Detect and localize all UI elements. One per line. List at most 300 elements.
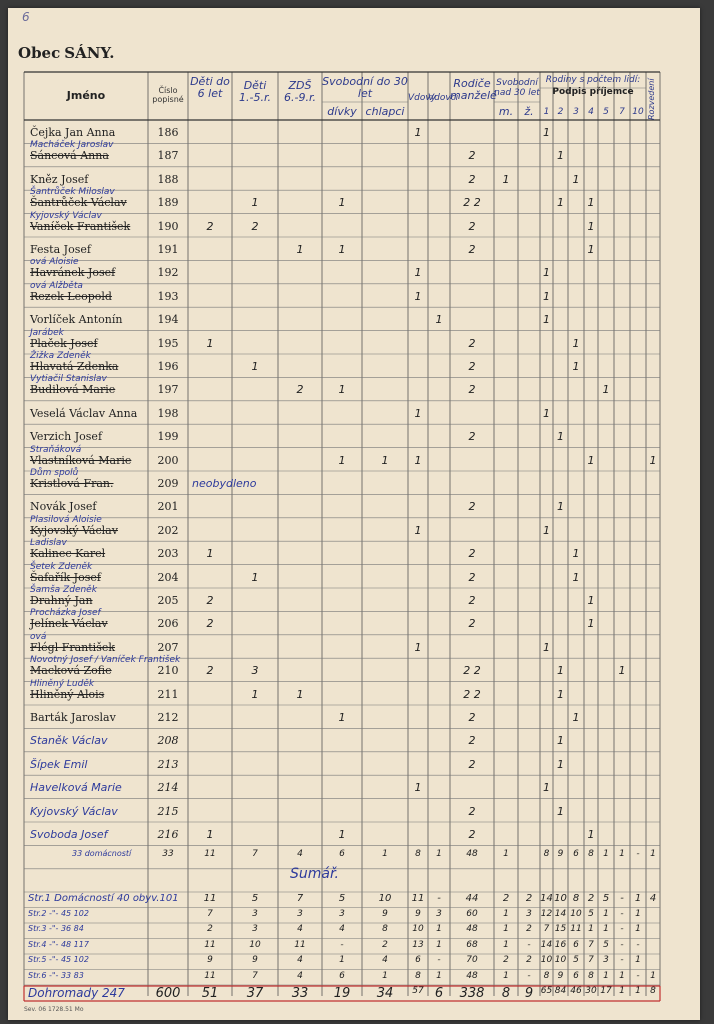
row-value-rod: 2 xyxy=(468,804,476,818)
row-house-number: 205 xyxy=(157,594,179,607)
summary-z: 2 xyxy=(525,893,533,904)
row-value-d15: 1 xyxy=(251,360,259,373)
summary-m: 1 xyxy=(503,924,509,934)
total-p7: 1 xyxy=(619,986,625,996)
row-name: Budilová Marie xyxy=(30,383,116,397)
row-handwritten-name: ová xyxy=(30,631,47,642)
total-vdovy: 57 xyxy=(412,986,424,996)
summary-p1: 8 xyxy=(543,970,550,981)
row-handwritten-name: ová Alžběta xyxy=(30,280,83,291)
row-house-number: 191 xyxy=(157,243,179,256)
row-value-d15: 2 xyxy=(251,219,259,233)
summary-p10: 1 xyxy=(634,893,642,904)
summary-m: 1 xyxy=(503,970,509,981)
row-name: Verzich Josef xyxy=(30,430,103,444)
summary-z: - xyxy=(527,970,531,981)
row-value-rod: 2 2 xyxy=(463,196,481,210)
header-svobodni: Svobodní do 30 let xyxy=(322,75,408,100)
subtotal-rod: 48 xyxy=(466,849,478,860)
summary-p3: 6 xyxy=(573,970,579,981)
row-value-vdovy: 1 xyxy=(414,640,422,654)
row-value-sd: 1 xyxy=(338,453,346,467)
subtotal-d15: 7 xyxy=(252,849,258,860)
row-value-vdovy: 1 xyxy=(414,453,422,467)
summary-vdovci: - xyxy=(437,893,441,904)
row-value-vdovy: 1 xyxy=(414,289,422,303)
summary-p3: 8 xyxy=(572,893,580,904)
row-value-rod: 2 2 xyxy=(463,687,481,701)
print-footer: Sev. 06 1728.51 Mo xyxy=(24,1006,84,1013)
summary-p1: 10 xyxy=(540,955,553,965)
row-house-number: 194 xyxy=(157,313,179,327)
summary-d6: 11 xyxy=(204,939,216,950)
header-count-10: 10 xyxy=(632,107,644,117)
row-handwritten-name: Dům spolů xyxy=(30,468,79,478)
row-name: Vlastníková Marie xyxy=(30,453,132,467)
row-value-vdovy: 1 xyxy=(414,523,422,537)
summary-sc: 4 xyxy=(382,955,388,965)
subtotal-p10: - xyxy=(636,849,640,860)
row-value-p3: 1 xyxy=(572,172,580,186)
row-house-number: 196 xyxy=(157,360,179,373)
row-name: Staněk Václav xyxy=(30,734,108,748)
total-sd: 19 xyxy=(333,986,351,1001)
summary-vdovy: 11 xyxy=(411,893,425,904)
subtotal-vdovy: 8 xyxy=(415,849,421,860)
summary-p5: 1 xyxy=(603,924,609,934)
row-name: Vorlíček Antonín xyxy=(30,313,123,327)
row-value-p1: 1 xyxy=(543,406,550,420)
row-value-rod: 2 xyxy=(468,547,476,561)
row-value-p2: 1 xyxy=(557,757,564,771)
summary-z: 2 xyxy=(526,955,532,965)
summary-p3: 10 xyxy=(570,908,582,919)
row-name: Šafařík Josef xyxy=(30,570,101,584)
summary-z: 3 xyxy=(526,908,532,919)
row-name: Barták Jaroslav xyxy=(30,711,116,724)
subtotal-sd: 6 xyxy=(339,849,345,860)
row-name: Hliněný Alois xyxy=(30,687,105,701)
summary-sd: 6 xyxy=(339,970,345,981)
row-value-p4: 1 xyxy=(587,219,595,233)
row-value-roz: 1 xyxy=(649,453,657,467)
summary-label: Str.6 -"- 33 83 xyxy=(28,970,84,980)
row-house-number: 206 xyxy=(157,617,179,631)
row-value-p3: 1 xyxy=(572,570,580,584)
summary-vdovci: 1 xyxy=(436,939,442,950)
summary-d6: 9 xyxy=(207,955,213,965)
row-value-p2: 1 xyxy=(557,734,564,748)
row-house-number: 213 xyxy=(157,757,179,771)
header-rodice: Rodiče manželé xyxy=(450,77,497,102)
row-handwritten-name: Šetek Zdeněk xyxy=(30,561,93,572)
row-value-p2: 1 xyxy=(557,500,564,514)
header-cislo: Číslo popisné xyxy=(152,86,184,104)
summary-zds: 4 xyxy=(297,970,303,981)
summary-p7: - xyxy=(620,939,624,950)
row-house-number: 210 xyxy=(157,664,179,678)
row-name: Novák Josef xyxy=(30,500,97,514)
summary-d15: 7 xyxy=(252,970,258,981)
summary-p2: 10 xyxy=(554,893,567,904)
total-d15: 37 xyxy=(246,986,264,1001)
header-chlapci: chlapci xyxy=(365,105,405,118)
row-value-p1: 1 xyxy=(543,289,550,303)
header-rodiny: Rodiny s počtem lidí: xyxy=(545,75,641,85)
row-value-p7: 1 xyxy=(618,664,626,678)
row-house-number: 193 xyxy=(157,289,179,303)
row-name: Havelková Marie xyxy=(30,781,122,795)
header-jmeno: Jméno xyxy=(66,89,106,102)
page-number: 6 xyxy=(22,10,30,24)
header-count-7: 7 xyxy=(619,107,625,117)
summary-p7: 1 xyxy=(619,970,625,981)
row-handwritten-name: Žižka Zdeněk xyxy=(30,351,91,361)
summary-p2: 16 xyxy=(554,939,567,950)
summary-p3: 5 xyxy=(573,955,579,965)
subtotal-cp: 33 xyxy=(162,849,174,860)
row-value-p4: 1 xyxy=(587,196,595,210)
row-house-number: 211 xyxy=(157,687,179,701)
row-value-p2: 1 xyxy=(557,687,564,701)
summary-zds: 3 xyxy=(297,908,303,919)
row-handwritten-name: Straňáková xyxy=(30,444,82,455)
summary-p4: 1 xyxy=(588,924,594,934)
row-value-sd: 1 xyxy=(338,711,346,724)
row-value-sd: 1 xyxy=(338,828,346,841)
summary-label: Str.2 -"- 45 102 xyxy=(28,908,89,918)
row-handwritten-name: Hliněný Luděk xyxy=(30,678,95,689)
row-value-d6: 2 xyxy=(206,664,214,678)
summary-sd: 3 xyxy=(339,908,345,919)
row-name: Šípek Emil xyxy=(30,757,88,771)
row-value-rod: 2 xyxy=(468,570,476,584)
summary-p2: 15 xyxy=(554,924,567,934)
summary-sc: 1 xyxy=(382,970,388,981)
row-value-p2: 1 xyxy=(557,804,564,818)
summary-p1: 7 xyxy=(543,924,550,934)
summary-p3: 11 xyxy=(570,924,582,934)
row-value-p2: 1 xyxy=(557,196,564,210)
row-value-vdovci: 1 xyxy=(435,313,443,327)
row-name: Havránek Josef xyxy=(30,266,116,280)
row-value-rod: 2 2 xyxy=(463,664,481,678)
summary-p7: - xyxy=(620,908,624,919)
row-value-rod: 2 xyxy=(468,594,476,607)
total-p4: 30 xyxy=(585,986,597,996)
summary-p4: 5 xyxy=(588,908,594,919)
summary-label: Str.3 -"- 36 84 xyxy=(28,924,84,933)
row-name: Kyjovský Václav xyxy=(30,523,118,537)
summary-rod: 70 xyxy=(466,955,478,965)
summary-vdovy: 10 xyxy=(412,924,424,934)
row-name: Plaček Josef xyxy=(30,336,98,350)
row-value-d15: 3 xyxy=(251,664,259,678)
summary-vdovy: 13 xyxy=(412,939,424,950)
subtotal-roz: 1 xyxy=(650,849,656,860)
row-house-number: 195 xyxy=(157,336,179,350)
total-rod: 338 xyxy=(459,986,485,1001)
row-value-p4: 1 xyxy=(587,617,595,631)
row-value-p2: 1 xyxy=(557,149,564,163)
summary-p5: 5 xyxy=(603,939,609,950)
summary-d6: 11 xyxy=(204,970,216,981)
header-vdovy: Vdovy xyxy=(408,93,437,103)
summary-rod: 48 xyxy=(466,970,478,981)
row-name: Jelínek Václav xyxy=(30,617,108,631)
total-vdovci: 6 xyxy=(434,986,444,1001)
summary-sd: 1 xyxy=(339,955,345,965)
summary-d15: 3 xyxy=(252,924,258,934)
row-value-d6: 2 xyxy=(206,594,214,607)
summary-sc: 9 xyxy=(382,908,388,919)
row-name: Kalinec Karel xyxy=(30,547,106,561)
summary-d15: 3 xyxy=(252,908,258,919)
row-value-d6: 2 xyxy=(206,219,214,233)
row-name: Sáncová Anna xyxy=(30,149,109,163)
summary-p5: 1 xyxy=(603,908,609,919)
subtotal-p4: 8 xyxy=(588,849,594,860)
total-m: 8 xyxy=(501,986,511,1001)
summary-vdovy: 6 xyxy=(415,955,421,965)
row-handwritten-name: Procházka Josef xyxy=(30,608,101,619)
row-value-zds: 2 xyxy=(296,383,304,397)
row-house-number: 192 xyxy=(157,266,179,280)
row-name: Kristlová Fran. xyxy=(30,477,114,490)
row-value-rod: 2 xyxy=(468,219,476,233)
row-value-rod: 2 xyxy=(468,500,476,514)
header-count-3: 3 xyxy=(573,107,579,117)
row-name: Flégl František xyxy=(30,640,116,654)
summary-p10: 1 xyxy=(635,924,641,934)
summary-p1: 12 xyxy=(540,908,553,919)
header-deti1_5: Děti 1.-5.r. xyxy=(239,79,271,104)
summary-rod: 48 xyxy=(466,924,478,934)
summary-label: Str.1 Domácností 40 obyv.101 xyxy=(28,893,179,904)
row-value-sd: 1 xyxy=(338,243,346,256)
total-p1: 65 xyxy=(540,986,553,996)
row-name: Hlavatá Zdenka xyxy=(30,360,119,373)
header-rozvedeni: Rozvedení xyxy=(647,78,656,120)
total-sc: 34 xyxy=(376,986,394,1001)
row-name: Veselá Václav Anna xyxy=(30,406,138,420)
row-name: Vaníček František xyxy=(30,219,131,233)
summary-roz: 1 xyxy=(650,970,656,981)
subtotal-p2: 9 xyxy=(557,849,564,860)
row-value-d6: 2 xyxy=(206,617,214,631)
summary-p1: 14 xyxy=(540,893,553,904)
summary-sc: 2 xyxy=(382,939,388,950)
summary-zds: 11 xyxy=(294,939,306,950)
row-house-number: 197 xyxy=(157,383,179,397)
summary-zds: 4 xyxy=(297,955,303,965)
summary-d6: 7 xyxy=(207,908,213,919)
row-house-number: 204 xyxy=(157,570,179,584)
summary-sd: - xyxy=(340,939,344,950)
row-handwritten-name: Jarábek xyxy=(30,327,64,338)
row-value-p1: 1 xyxy=(543,266,550,280)
summary-title: Sumář. xyxy=(290,866,339,882)
row-house-number: 200 xyxy=(157,453,179,467)
row-house-number: 214 xyxy=(157,781,179,795)
row-value-p1: 1 xyxy=(543,523,550,537)
row-value-d15: 1 xyxy=(251,687,259,701)
row-name: Drahný Jan xyxy=(30,594,93,607)
row-value-d6: 1 xyxy=(206,547,214,561)
row-handwritten-name: Macháček Jaroslav xyxy=(30,140,114,151)
row-handwritten-name: Kyjovský Václav xyxy=(30,210,102,221)
row-value-p1: 1 xyxy=(543,126,550,139)
header-deti6: Děti do 6 let xyxy=(190,75,230,100)
subtotal-m: 1 xyxy=(503,849,509,860)
summary-p7: - xyxy=(620,924,624,934)
row-house-number: 216 xyxy=(157,828,179,841)
subtotal-p5: 1 xyxy=(603,849,609,860)
row-handwritten-name: Šantrůček Miloslav xyxy=(30,187,115,198)
summary-p4: 7 xyxy=(588,955,594,965)
subtotal-zds: 4 xyxy=(297,849,303,860)
row-house-number: 208 xyxy=(157,734,179,748)
summary-p10: - xyxy=(636,970,640,981)
summary-p5: 3 xyxy=(603,955,609,965)
header-z: ž. xyxy=(524,105,534,118)
row-value-p3: 1 xyxy=(572,711,580,724)
row-handwritten-name: ová Aloisie xyxy=(30,257,79,268)
subtotal-p7: 1 xyxy=(619,849,625,860)
row-name: Macková Zofie xyxy=(30,664,112,678)
summary-d6: 11 xyxy=(203,893,217,904)
row-value-rod: 2 xyxy=(468,617,476,631)
total-zds: 33 xyxy=(291,986,309,1001)
title-label: Obec xyxy=(18,44,61,62)
row-value-zds: 1 xyxy=(296,243,304,256)
summary-label: Str.4 -"- 48 117 xyxy=(28,939,89,949)
total-z: 9 xyxy=(524,986,534,1001)
summary-d15: 5 xyxy=(251,893,259,904)
row-house-number: 201 xyxy=(157,500,179,514)
summary-m: 2 xyxy=(503,955,509,965)
row-value-p4: 1 xyxy=(587,243,595,256)
row-value-rod: 2 xyxy=(468,149,476,163)
row-house-number: 209 xyxy=(157,477,179,490)
summary-p4: 7 xyxy=(588,939,594,950)
row-note: neobydleno xyxy=(192,477,257,490)
row-value-d15: 1 xyxy=(251,196,259,210)
summary-p10: - xyxy=(636,939,640,950)
row-house-number: 186 xyxy=(157,126,179,139)
row-value-p4: 1 xyxy=(587,453,595,467)
row-house-number: 187 xyxy=(157,149,179,163)
subtotal-vdovci: 1 xyxy=(436,849,442,860)
row-value-rod: 2 xyxy=(468,711,476,724)
row-handwritten-name: Plasilová Aloisie xyxy=(30,514,102,525)
row-value-vdovy: 1 xyxy=(414,406,422,420)
row-house-number: 199 xyxy=(157,430,179,444)
summary-d6: 2 xyxy=(207,924,213,934)
summary-p4: 8 xyxy=(588,970,594,981)
header-count-1: 1 xyxy=(543,107,550,117)
header-podpis: Podpis příjemce xyxy=(552,87,634,97)
row-handwritten-name: Ladislav xyxy=(30,538,67,549)
summary-m: 2 xyxy=(502,893,510,904)
summary-vdovy: 9 xyxy=(415,908,421,919)
summary-m: 1 xyxy=(503,939,509,950)
row-value-d6: 1 xyxy=(206,828,214,841)
row-name: Kyjovský Václav xyxy=(30,804,118,818)
row-value-p5: 1 xyxy=(602,383,610,397)
total-roz: 8 xyxy=(650,986,656,996)
summary-p2: 10 xyxy=(554,955,567,965)
header-vdovci: Vdovci xyxy=(428,93,459,103)
row-house-number: 207 xyxy=(157,640,179,654)
summary-z: 2 xyxy=(526,924,532,934)
row-value-rod: 2 xyxy=(468,383,476,397)
row-value-p4: 1 xyxy=(587,594,595,607)
summary-zds: 4 xyxy=(297,924,303,934)
total-p5: 17 xyxy=(600,986,612,996)
row-house-number: 215 xyxy=(157,804,179,818)
row-value-vdovy: 1 xyxy=(414,266,422,280)
summary-label: Str.5 -"- 45 102 xyxy=(28,955,89,964)
row-value-p2: 1 xyxy=(557,430,564,444)
summary-rod: 68 xyxy=(466,939,478,950)
subtotal-label: 33 domácností xyxy=(72,849,132,859)
row-handwritten-name: Novotný Josef / Vaníček František xyxy=(30,655,181,666)
summary-p1: 14 xyxy=(540,939,553,950)
summary-p10: 1 xyxy=(635,955,641,965)
row-name: Festa Josef xyxy=(30,243,91,256)
row-value-p3: 1 xyxy=(572,547,580,561)
total-label: Dohromady 247 xyxy=(28,986,125,1000)
header-divky: dívky xyxy=(327,105,357,118)
header-count-5: 5 xyxy=(603,107,609,117)
row-value-vdovy: 1 xyxy=(414,126,422,139)
row-value-m: 1 xyxy=(502,172,510,186)
summary-sc: 10 xyxy=(378,893,392,904)
row-value-rod: 2 xyxy=(468,336,476,350)
row-value-vdovy: 1 xyxy=(414,781,422,795)
row-value-rod: 2 xyxy=(468,172,476,186)
summary-z: - xyxy=(527,939,531,950)
row-value-p3: 1 xyxy=(572,336,580,350)
row-value-rod: 2 xyxy=(468,430,476,444)
row-name: Svoboda Josef xyxy=(30,828,108,841)
row-name: Šantrůček Václav xyxy=(30,196,127,210)
summary-vdovci: 1 xyxy=(436,970,442,981)
total-d6: 51 xyxy=(201,986,219,1001)
subtotal-d6: 11 xyxy=(204,849,216,860)
header-count-4: 4 xyxy=(588,107,594,117)
summary-d15: 9 xyxy=(252,955,258,965)
header-zds: ZDŠ 6.-9.r. xyxy=(284,79,316,104)
row-value-rod: 2 xyxy=(468,828,476,841)
summary-roz: 4 xyxy=(649,893,657,904)
row-value-p1: 1 xyxy=(543,640,550,654)
total-cp: 600 xyxy=(155,986,181,1001)
summary-p3: 6 xyxy=(573,939,579,950)
header-count-2: 2 xyxy=(557,107,564,117)
summary-m: 1 xyxy=(503,908,509,919)
subtotal-p3: 6 xyxy=(573,849,579,860)
summary-zds: 7 xyxy=(296,893,304,904)
row-value-sd: 1 xyxy=(338,383,346,397)
header-svob30: Svobodní nad 30 let xyxy=(494,78,540,98)
summary-vdovy: 8 xyxy=(415,970,421,981)
row-value-rod: 2 xyxy=(468,243,476,256)
summary-p5: 1 xyxy=(603,970,609,981)
summary-rod: 60 xyxy=(466,908,478,919)
row-handwritten-name: Vytiačil Stanislav xyxy=(30,374,107,385)
